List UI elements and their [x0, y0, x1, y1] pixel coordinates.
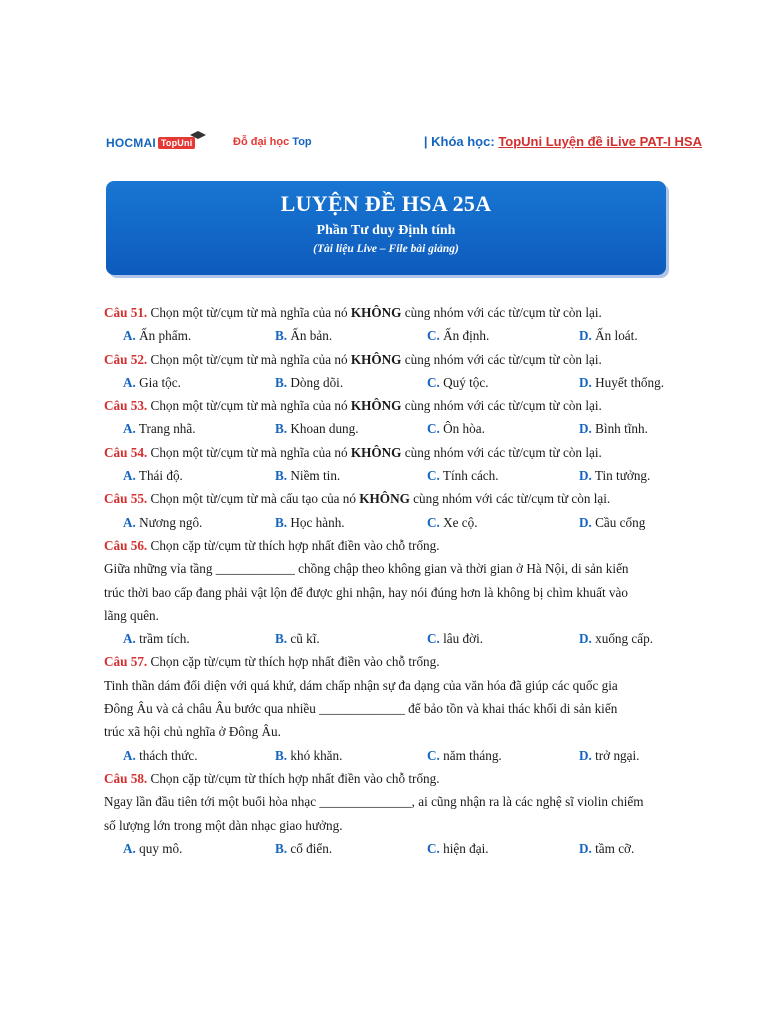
answer-option[interactable]	[123, 417, 196, 440]
answer-option[interactable]	[427, 324, 489, 347]
option-text: Dòng dõi.	[290, 374, 344, 390]
answer-options	[104, 837, 676, 860]
stem-emphasis: KHÔNG	[350, 305, 402, 320]
option-text: Ấn phẩm.	[139, 328, 192, 344]
option-letter: C.	[427, 840, 440, 856]
title-banner	[106, 181, 666, 275]
option-letter: B.	[275, 840, 288, 856]
option-letter: A.	[123, 631, 136, 647]
question-label: Câu 56.	[104, 537, 148, 553]
answer-option[interactable]	[579, 324, 638, 347]
passage-line: Đông Âu và cả châu Âu bước qua nhiều _____________ để bảo tồn và khai thác khối di sản kiến	[104, 701, 618, 717]
option-text: Thái độ.	[138, 468, 183, 484]
option-text: quy mô.	[139, 840, 183, 856]
stem-text: Chọn một từ/cụm từ mà nghĩa của nó	[150, 398, 348, 414]
answer-option[interactable]	[275, 744, 342, 767]
option-text: hiện đại.	[443, 840, 489, 856]
option-letter: A.	[123, 421, 136, 437]
answer-option[interactable]	[427, 464, 499, 487]
stem-text: Chọn một từ/cụm từ mà nghĩa của nó	[150, 305, 348, 320]
question-passage	[104, 674, 676, 744]
passage-line: Tinh thần dám đối diện với quá khứ, dám chấp nhận sự đa dạng của văn hóa đã giúp các quốc gia	[104, 677, 618, 693]
question-stem	[104, 487, 676, 510]
answer-option[interactable]	[579, 837, 634, 860]
option-text: tầm cỡ.	[595, 840, 635, 856]
answer-option[interactable]	[427, 627, 483, 650]
answer-option[interactable]	[275, 511, 345, 534]
stem-text: Chọn một từ/cụm từ mà cấu tạo của nó	[150, 491, 356, 507]
option-text: Tin tưởng.	[594, 468, 651, 484]
question-block	[104, 441, 676, 488]
question-block	[104, 348, 676, 395]
question-label: Câu 58.	[104, 770, 148, 786]
stem-text: Chọn cặp từ/cụm từ thích hợp nhất điền vào chỗ trống.	[150, 654, 440, 670]
option-text: trở ngại.	[595, 747, 640, 763]
question-block	[104, 394, 676, 441]
answer-option[interactable]	[275, 837, 332, 860]
question-block	[104, 534, 676, 650]
option-letter: C.	[427, 747, 440, 763]
option-text: Bình tĩnh.	[595, 421, 648, 437]
option-letter: B.	[275, 514, 288, 530]
option-text: khó khăn.	[290, 747, 343, 763]
question-stem	[104, 767, 676, 790]
question-label: Câu 52.	[104, 351, 148, 367]
option-letter: D.	[579, 374, 592, 390]
stem-emphasis: KHÔNG	[359, 491, 410, 507]
topuni-badge: TopUni	[158, 137, 196, 149]
question-block	[104, 650, 676, 766]
option-text: Huyết thống.	[595, 374, 664, 390]
option-letter: A.	[123, 468, 136, 484]
document-subtitle: Phần Tư duy Định tính	[316, 223, 456, 238]
option-text: Nương ngô.	[139, 514, 203, 530]
option-letter: C.	[427, 631, 440, 647]
answer-options	[104, 511, 676, 534]
course-link[interactable]: TopUni Luyện đề iLive PAT-I HSA	[498, 134, 702, 149]
document-title: LUYỆN ĐỀ HSA 25A	[280, 191, 492, 216]
answer-options	[104, 744, 676, 767]
stem-text-end: cùng nhóm với các từ/cụm từ còn lại.	[404, 305, 602, 320]
question-stem	[104, 301, 676, 324]
option-text: Quý tộc.	[443, 374, 489, 390]
option-text: xuống cấp.	[595, 631, 653, 647]
question-block	[104, 767, 676, 860]
option-text: Tính cách.	[442, 468, 499, 484]
answer-option[interactable]	[123, 744, 198, 767]
stem-text: Chọn một từ/cụm từ mà nghĩa của nó	[150, 444, 348, 460]
graduation-cap-icon	[190, 131, 206, 139]
stem-emphasis: KHÔNG	[350, 398, 402, 414]
passage-line: số lượng lớn trong một dàn nhạc giao hưởng.	[104, 817, 343, 833]
option-text: Niềm tin.	[290, 468, 341, 484]
option-letter: B.	[275, 421, 288, 437]
question-label: Câu 54.	[104, 444, 148, 460]
option-letter: A.	[123, 840, 136, 856]
answer-options	[104, 324, 676, 347]
stem-text-end: cùng nhóm với các từ/cụm từ còn lại.	[404, 351, 602, 367]
stem-text: Chọn cặp từ/cụm từ thích hợp nhất điền vào chỗ trống.	[150, 770, 440, 786]
answer-option[interactable]	[427, 371, 489, 394]
question-label: Câu 55.	[104, 491, 148, 507]
option-letter: D.	[579, 421, 592, 437]
answer-options	[104, 371, 676, 394]
question-block	[104, 301, 676, 348]
answer-options	[104, 627, 676, 650]
option-text: cổ điển.	[290, 840, 333, 856]
answer-option[interactable]	[579, 511, 645, 534]
answer-option[interactable]	[427, 744, 502, 767]
answer-options	[104, 417, 676, 440]
option-letter: A.	[123, 514, 136, 530]
answer-option[interactable]	[275, 324, 332, 347]
option-letter: D.	[579, 631, 592, 647]
option-text: Học hành.	[290, 514, 345, 530]
answer-option[interactable]	[123, 511, 202, 534]
option-letter: B.	[275, 328, 288, 344]
option-text: Xe cộ.	[443, 514, 478, 530]
question-passage	[104, 790, 676, 837]
answer-option[interactable]	[427, 417, 485, 440]
answer-option[interactable]	[579, 744, 639, 767]
question-stem	[104, 650, 676, 673]
stem-text-end: cùng nhóm với các từ/cụm từ còn lại.	[413, 491, 611, 507]
option-letter: A.	[123, 328, 136, 344]
answer-option[interactable]	[275, 371, 343, 394]
answer-option[interactable]	[427, 837, 489, 860]
option-text: trầm tích.	[139, 631, 190, 647]
option-text: Ấn định.	[443, 328, 490, 344]
option-letter: C.	[427, 328, 440, 344]
answer-option[interactable]	[123, 324, 191, 347]
passage-line: trúc xã hội chủ nghĩa ở Đông Âu.	[104, 724, 281, 740]
document-note: (Tài liệu Live – File bài giảng)	[313, 243, 459, 255]
question-stem	[104, 348, 676, 371]
question-label: Câu 53.	[104, 398, 148, 414]
option-letter: C.	[427, 421, 440, 437]
passage-line: trúc thời bao cấp đang phải vật lộn để được ghi nhận, hay nói đúng hơn là không bị chìm khuất vào	[104, 584, 628, 600]
option-letter: C.	[427, 468, 440, 484]
question-label: Câu 57.	[104, 654, 148, 670]
option-text: Ôn hòa.	[443, 421, 485, 437]
answer-options	[104, 464, 676, 487]
question-stem	[104, 441, 676, 464]
answer-option[interactable]	[579, 371, 664, 394]
option-text: Trang nhã.	[138, 421, 196, 437]
option-letter: B.	[275, 468, 288, 484]
option-letter: D.	[579, 468, 592, 484]
question-stem	[104, 394, 676, 417]
page-header	[106, 134, 702, 156]
option-letter: B.	[275, 374, 288, 390]
question-list	[104, 301, 676, 860]
passage-line: lãng quên.	[104, 607, 159, 623]
course-info: | Khóa học: TopUni Luyện đề iLive PAT-I HSA	[423, 134, 702, 149]
stem-text-end: cùng nhóm với các từ/cụm từ còn lại.	[404, 398, 602, 414]
option-text: lâu đời.	[443, 631, 484, 647]
option-letter: C.	[427, 514, 440, 530]
answer-option[interactable]	[427, 511, 478, 534]
option-text: Cầu cống	[595, 514, 646, 530]
option-letter: A.	[123, 374, 136, 390]
option-text: Ấn bản.	[290, 328, 333, 344]
option-letter: B.	[275, 631, 288, 647]
option-text: Khoan dung.	[290, 421, 359, 437]
answer-option[interactable]	[123, 464, 183, 487]
option-text: năm tháng.	[443, 747, 502, 763]
answer-option[interactable]	[275, 417, 359, 440]
stem-text: Chọn một từ/cụm từ mà nghĩa của nó	[150, 351, 348, 367]
answer-option[interactable]	[579, 417, 648, 440]
question-stem	[104, 534, 676, 557]
answer-option[interactable]	[579, 627, 653, 650]
option-letter: D.	[579, 514, 592, 530]
answer-option[interactable]	[123, 371, 181, 394]
option-letter: D.	[579, 840, 592, 856]
option-text: Gia tộc.	[139, 374, 181, 390]
passage-line: Ngay lần đầu tiên tới một buổi hòa nhạc ______________, ai cũng nhận ra là các nghệ sĩ violin chiếm	[104, 794, 644, 810]
question-passage	[104, 557, 676, 627]
option-text: Ấn loát.	[595, 328, 638, 344]
stem-emphasis: KHÔNG	[350, 351, 402, 367]
stem-emphasis: KHÔNG	[350, 444, 402, 460]
stem-text: Chọn cặp từ/cụm từ thích hợp nhất điền vào chỗ trống.	[150, 537, 440, 553]
option-letter: D.	[579, 747, 592, 763]
option-text: thách thức.	[139, 747, 198, 763]
answer-option[interactable]	[275, 627, 320, 650]
tagline: Đỗ đại học Top	[233, 136, 312, 148]
option-letter: B.	[275, 747, 288, 763]
hocmai-logo: HOCMAI TopUni	[106, 136, 195, 150]
passage-line: Giữa những vỉa tầng ____________ chồng chập theo không gian và thời gian ở Hà Nội, di sản kiến	[104, 561, 629, 577]
option-text: cũ kĩ.	[290, 631, 320, 647]
answer-option[interactable]	[123, 837, 182, 860]
stem-text-end: cùng nhóm với các từ/cụm từ còn lại.	[404, 444, 602, 460]
question-label: Câu 51.	[104, 305, 148, 320]
answer-option[interactable]	[579, 464, 650, 487]
question-block	[104, 487, 676, 534]
option-letter: A.	[123, 747, 136, 763]
option-letter: C.	[427, 374, 440, 390]
option-letter: D.	[579, 328, 592, 344]
answer-option[interactable]	[123, 627, 190, 650]
answer-option[interactable]	[275, 464, 340, 487]
